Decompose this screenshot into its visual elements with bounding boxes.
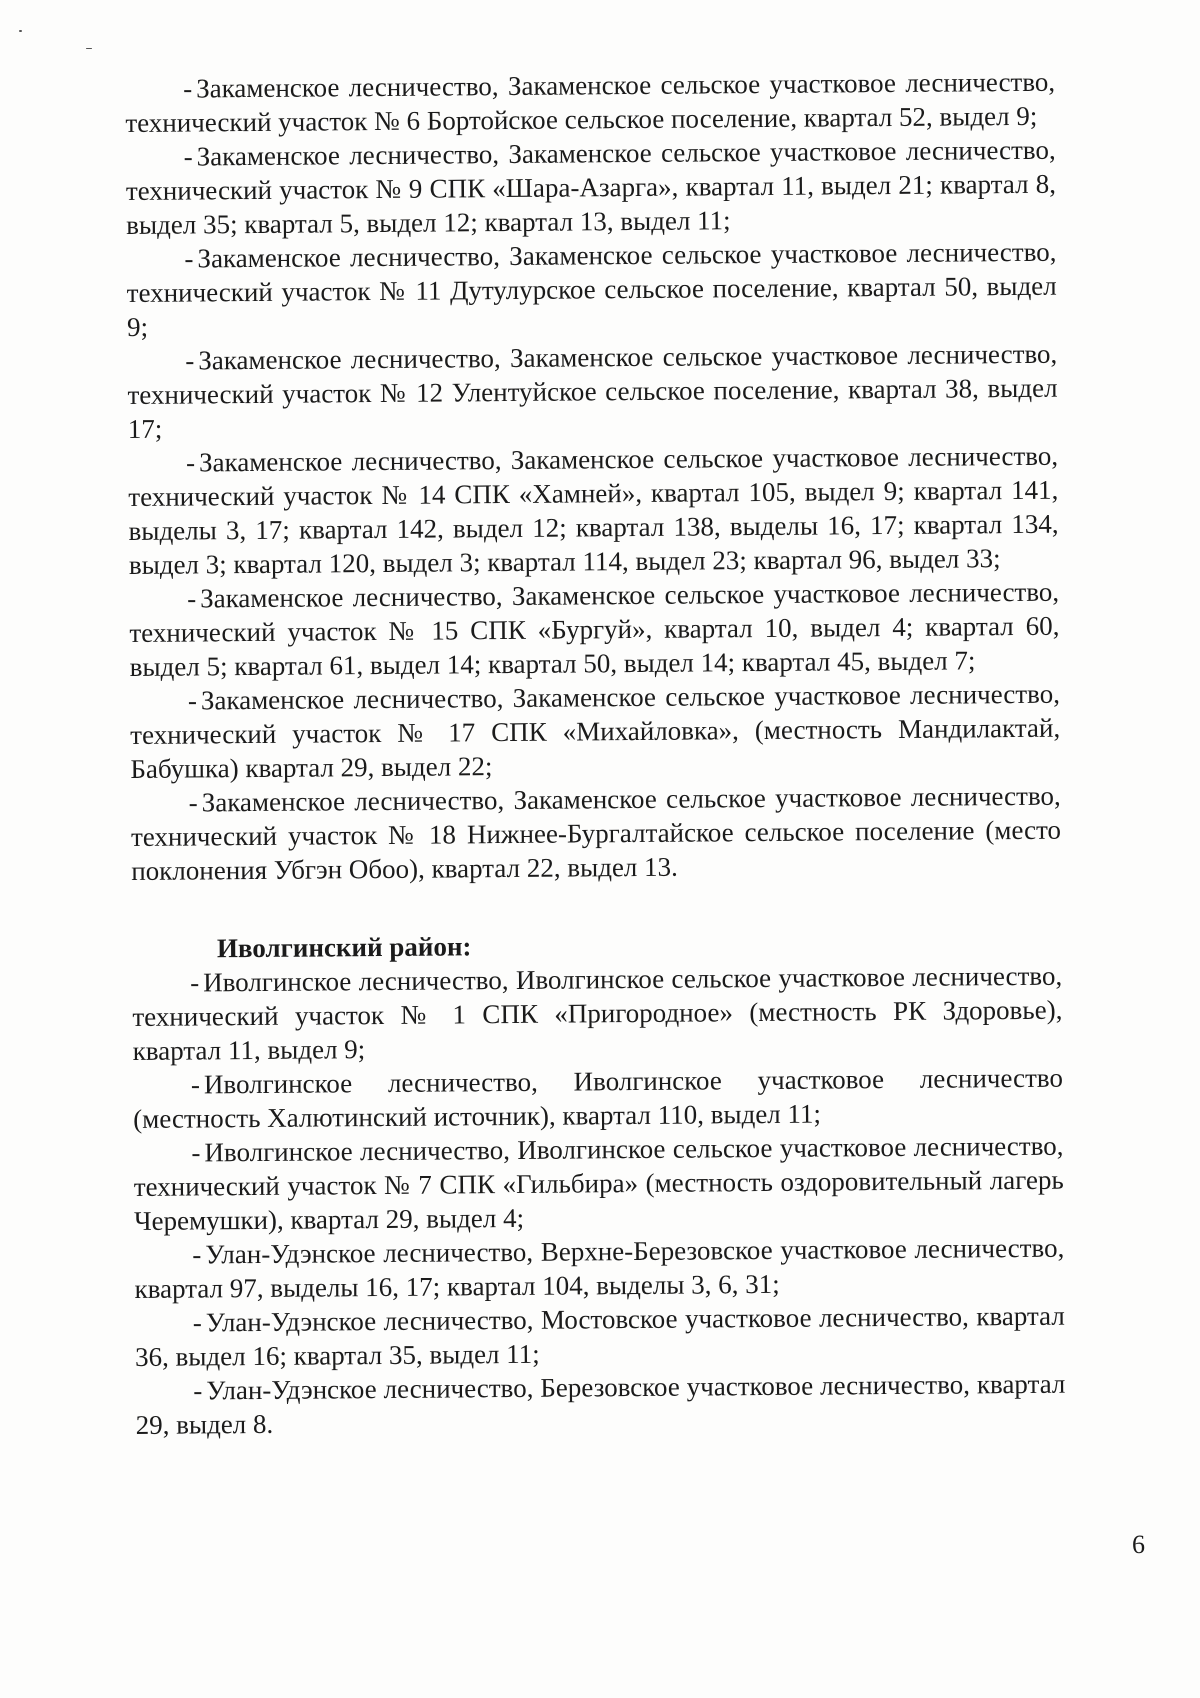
list-item	[134, 1231, 1065, 1306]
item-dash: -	[187, 685, 198, 716]
item-text: Иволгинское лесничество, Иволгинское участковое лесничество (местность Халютинский источник), квартал 110, выдел 11;	[133, 1062, 1064, 1134]
item-dash: -	[190, 967, 200, 998]
item-text: Закаменское лесничество, Закаменское сельское участковое лесничество, технический участок № 9 СПК «Шара-Азарга», квартал 11, выдел 21; квартал 8, выдел 35; квартал 5, выдел 12; квартал 13, выдел 11;	[125, 134, 1057, 240]
page-number: 6	[1132, 1530, 1145, 1559]
item-text: Иволгинское лесничество, Иволгинское сельское участковое лесничество, технический участок № 7 СПК «Гильбира» (местность оздоровительный лагерь Черемушки), квартал 29, выдел 4;	[133, 1130, 1064, 1236]
item-dash: -	[187, 583, 197, 614]
item-dash: -	[188, 787, 198, 818]
item-text: Закаменское лесничество, Закаменское сельское участковое лесничество, технический участок № 17 СПК «Михайловка», (местность Мандилактай, Бабушка) квартал 29, выдел 22;	[130, 678, 1061, 784]
item-dash: -	[183, 73, 193, 104]
item-dash: -	[192, 1239, 202, 1270]
list-item	[130, 677, 1061, 786]
item-dash: -	[190, 1069, 201, 1100]
list-item	[135, 1299, 1066, 1374]
scan-speck	[19, 30, 22, 32]
item-dash: -	[185, 447, 196, 478]
item-text: Закаменское лесничество, Закаменское сельское участковое лесничество, технический участок № 12 Улентуйское сельское поселение, квартал 38, выдел 17;	[127, 338, 1058, 444]
list-item	[129, 575, 1060, 684]
list-item	[133, 1129, 1064, 1238]
item-text: Иволгинское лесничество, Иволгинское сельское участковое лесничество, технический участок № 1 СПК «Пригородное» (местность РК Здоровье), квартал 11, выдел 9;	[132, 960, 1063, 1066]
list-item	[128, 439, 1059, 582]
item-text: Закаменское лесничество, Закаменское сельское участковое лесничество, технический участок № 14 СПК «Хамней», квартал 105, выдел 9; квартал 141, выделы 3, 17; квартал 142, выдел 12; квартал 138, выделы 16, 17; квартал 134, выдел 3; квартал 120, выдел 3; квартал 114, выдел 23; квартал 96, выдел 33;	[128, 440, 1059, 580]
ivolginsky-list	[132, 959, 1066, 1442]
list-item	[125, 65, 1056, 140]
list-item	[127, 337, 1058, 446]
list-item	[135, 1367, 1066, 1442]
section-heading: Иволгинский район:	[216, 931, 472, 964]
item-dash: -	[192, 1307, 202, 1338]
item-text: Закаменское лесничество, Закаменское сельское участковое лесничество, технический участок № 6 Бортойское сельское поселение, квартал 52, выдел 9;	[125, 66, 1056, 138]
item-text: Закаменское лесничество, Закаменское сельское участковое лесничество, технический участок № 15 СПК «Бургуй», квартал 10, выдел 4; квартал 60, выдел 5; квартал 61, выдел 14; квартал 50, выдел 14; квартал 45, выдел 7;	[129, 576, 1060, 682]
list-item	[133, 1061, 1064, 1136]
document-body	[125, 65, 1066, 1442]
item-text: Закаменское лесничество, Закаменское сельское участковое лесничество, технический участок № 11 Дутулурское сельское поселение, квартал 50, выдел 9;	[126, 236, 1057, 342]
list-item	[132, 959, 1063, 1068]
item-dash: -	[193, 1375, 203, 1406]
item-dash: -	[191, 1137, 201, 1168]
item-dash: -	[185, 345, 195, 376]
list-item	[126, 235, 1057, 344]
list-item	[131, 779, 1062, 888]
scan-speck	[86, 48, 92, 49]
list-item	[126, 133, 1057, 242]
item-text: Улан-Удэнское лесничество, Березовское участковое лесничество, квартал 29, выдел 8.	[135, 1368, 1066, 1440]
item-dash: -	[183, 141, 193, 172]
item-text: Улан-Удэнское лесничество, Верхне-Березовское участковое лесничество, квартал 97, выделы 16, 17; квартал 104, выделы 3, 6, 31;	[134, 1232, 1065, 1304]
zakamensky-list	[125, 65, 1061, 888]
item-text: Улан-Удэнское лесничество, Мостовское участковое лесничество, квартал 36, выдел 16; квартал 35, выдел 11;	[134, 1300, 1065, 1372]
item-text: Закаменское лесничество, Закаменское сельское участковое лесничество, технический участок № 18 Нижнее-Бургалтайское сельское поселение (место поклонения Убгэн Обоо), квартал 22, выдел 13.	[130, 780, 1062, 886]
item-dash: -	[184, 243, 194, 274]
